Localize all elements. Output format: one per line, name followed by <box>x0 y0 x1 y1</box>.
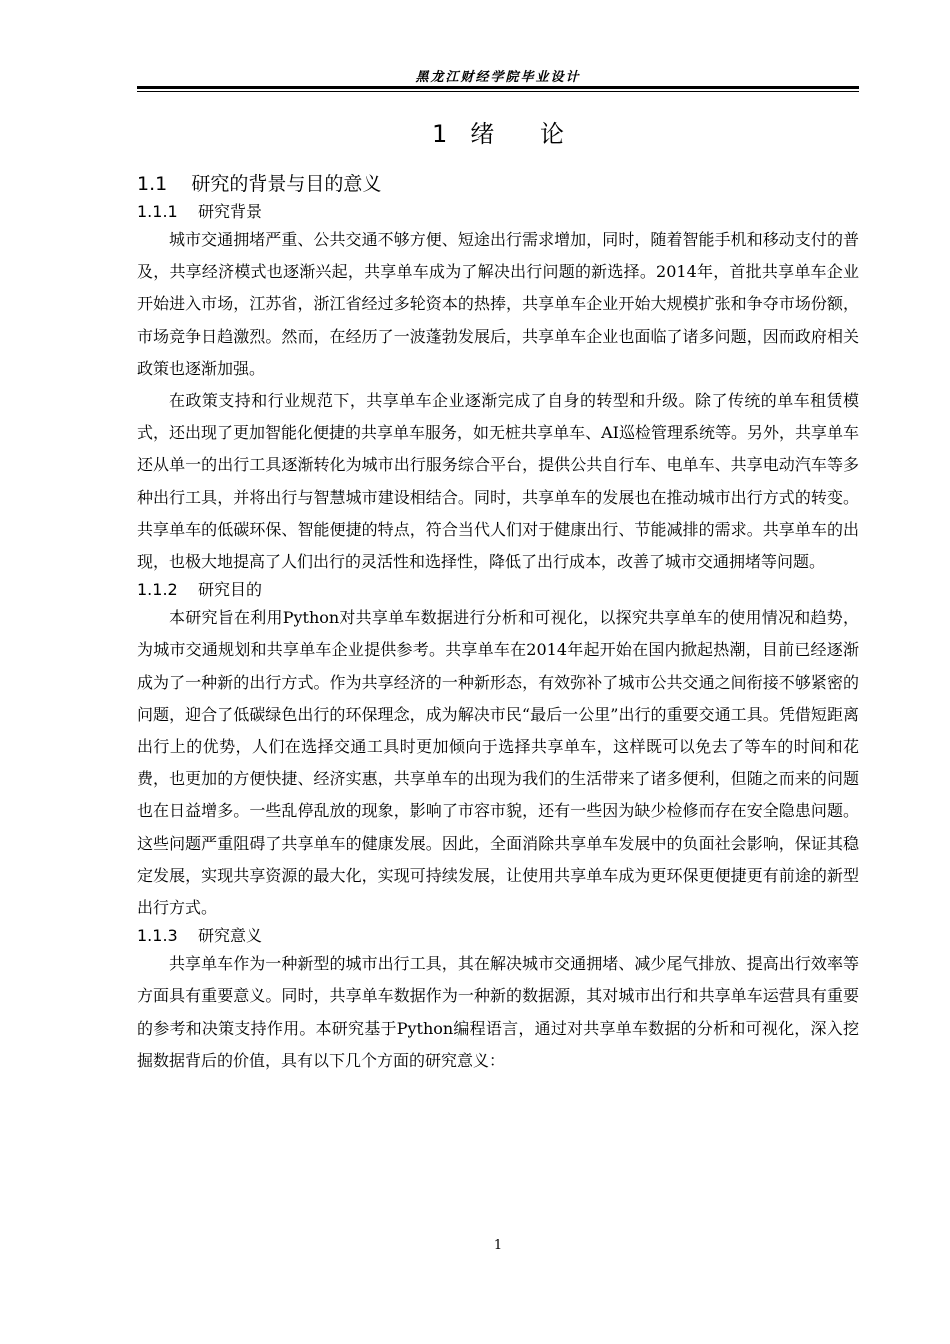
paragraph-purpose: 本研究旨在利用Python对共享单车数据进行分析和可视化，以探究共享单车的使用情况和趋势，为城市交通规划和共享单车企业提供参考。共享单车在2014年起开始在国内掀起热潮，目前已经逐渐成为了一种新的出行方式。作为共享经济的一种新形态，有效弥补了城市公共交通之间衔接不够紧密的问题，迎合了低碳绿色出行的环保理念，成为解决市民“最后一公里”出行的重要交通工具。凭借短距离出行上的优势，人们在选择交通工具时更加倾向于选择共享单车，这样既可以免去了等车的时间和花费，也更加的方便快捷、经济实惠，共享单车的出现为我们的生活带来了诸多便利，但随之而来的问题也在日益增多。一些乱停乱放的现象，影响了市容市貌，还有一些因为缺少检修而存在安全隐患问题。这些问题严重阻碍了共享单车的健康发展。因此，全面消除共享单车发展中的负面社会影响，保证其稳定发展，实现共享资源的最大化，实现可持续发展，让使用共享单车成为更环保更便捷更有前途的新型出行方式。 <box>137 608 859 918</box>
chapter-title: 1 绪 论 <box>432 120 564 148</box>
header-rule-thick <box>137 86 859 89</box>
header-rule-thin <box>137 91 859 92</box>
section-heading-1-1: 1.1 研究的背景与目的意义 <box>137 173 382 195</box>
running-header: 黑龙江财经学院毕业设计 <box>415 70 581 85</box>
paragraph-significance: 共享单车作为一种新型的城市出行工具，其在解决城市交通拥堵、减少尾气排放、提高出行效率等方面具有重要意义。同时，共享单车数据作为一种新的数据源，其对城市出行和共享单车运营具有重要的参考和决策支持作用。本研究基于Python编程语言，通过对共享单车数据的分析和可视化，深入挖掘数据背后的价值，具有以下几个方面的研究意义： <box>137 954 859 1070</box>
page-number: 1 <box>493 1238 503 1253</box>
paragraph-background-2: 在政策支持和行业规范下，共享单车企业逐渐完成了自身的转型和升级。除了传统的单车租赁模式，还出现了更加智能化便捷的共享单车服务，如无桩共享单车、AI巡检管理系统等。另外，共享单车还从单一的出行工具逐渐转化为城市出行服务综合平台，提供公共自行车、电单车、共享电动汽车等多种出行工具，并将出行与智慧城市建设相结合。同时，共享单车的发展也在推动城市出行方式的转变。共享单车的低碳环保、智能便捷的特点，符合当代人们对于健康出行、节能减排的需求。共享单车的出现，也极大地提高了人们出行的灵活性和选择性，降低了出行成本，改善了城市交通拥堵等问题。 <box>137 391 859 572</box>
section-heading-1-1-1: 1.1.1 研究背景 <box>137 202 263 221</box>
section-heading-1-1-2: 1.1.2 研究目的 <box>137 580 263 600</box>
section-heading-1-1-3: 1.1.3 研究意义 <box>137 926 263 946</box>
paragraph-background-1: 城市交通拥堵严重、公共交通不够方便、短途出行需求增加，同时，随着智能手机和移动支付的普及，共享经济模式也逐渐兴起，共享单车成为了解决出行问题的新选择。2014年，首批共享单车企业开始进入市场，江苏省，浙江省经过多轮资本的热捧，共享单车企业开始大规模扩张和争夺市场份额，市场竞争日趋激烈。然而，在经历了一波蓬勃发展后，共享单车企业也面临了诸多问题，因而政府相关政策也逐渐加强。 <box>137 230 859 378</box>
body-content <box>137 168 859 1077</box>
